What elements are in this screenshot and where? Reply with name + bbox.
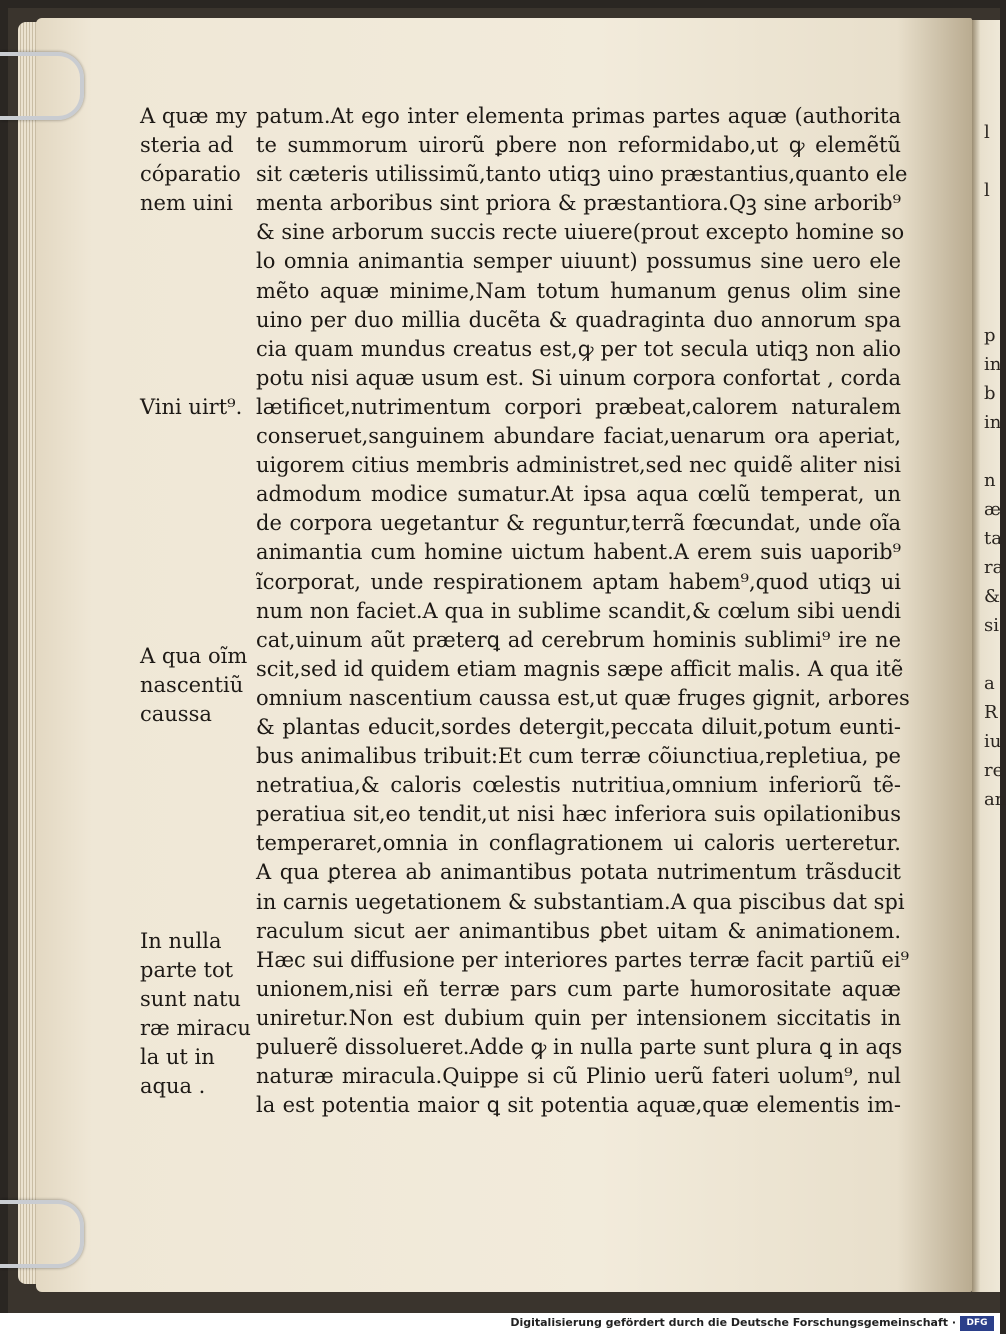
text-line: scit,sed id quidem etiam magnis sæpe afficit malis. A qua itẽ [256, 656, 904, 681]
text-line: de corpora uegetantur & reguntur,terrã fœcundat, unde oĩa [256, 511, 901, 536]
margin-note-line: cóparatio [140, 162, 241, 186]
text-line: peratiua sit,eo tendit,ut nisi hæc inferiora suis opilationibus [256, 802, 901, 827]
text-line: netratiua,& caloris cœlestis nutritiua,omnium inferiorũ tẽ- [256, 773, 901, 798]
text-line: potu nisi aquæ usum est. Si uinum corpora confortat , corda [256, 365, 901, 390]
margin-note-line: A quæ my [140, 104, 247, 128]
text-line: te summorum uirorũ ꝑbere non reformidabo,ut ꝙ elemẽtũ [256, 133, 901, 158]
margin-note-line: A qua oĩm [140, 644, 248, 668]
facing-page-fragment: R [984, 702, 998, 723]
text-line: admodum modice sumatur.At ipsa aqua cœlũ temperat, un [256, 482, 901, 507]
facing-page-fragment [984, 843, 1000, 872]
facing-page-fragment [984, 814, 1000, 843]
facing-page-fragment [984, 147, 1000, 176]
text-line: A qua ꝑterea ab animantibus potata nutrimentum trãsducit [256, 860, 901, 885]
text-line: & sine arborum succis recte uiuere(prout excepto homine so [256, 220, 905, 245]
facing-page-fragment: b [984, 383, 996, 404]
text-line: animantia cum homine uictum habent.A erem suis uaporib⁹ [256, 540, 901, 565]
margin-note-line: sunt natu [140, 987, 241, 1011]
text-line: menta arboribus sint priora & præstantiora.Qꝫ sine arborib⁹ [256, 191, 901, 216]
footer-bar [0, 1313, 1000, 1334]
facing-page-fragment [984, 205, 1000, 234]
text-line: uino per duo millia ducẽta & quadraginta duo annorum spa [256, 307, 901, 332]
margin-note-line: ræ miracu [140, 1016, 251, 1040]
facing-page-fragment: l [984, 180, 990, 201]
page-clip-top [0, 52, 84, 120]
margin-note-line: la ut in [140, 1045, 215, 1069]
facing-page-fragment: re [984, 760, 1004, 781]
facing-page-fragment: si [984, 615, 999, 636]
facing-page-fragment: a [984, 673, 995, 694]
facing-page-fragment [984, 263, 1000, 292]
footer-credit: Digitalisierung gefördert durch die Deutsche Forschungsgemeinschaft · [510, 1316, 956, 1329]
facing-page-fragment [984, 89, 1000, 118]
facing-page-fragment: æ [984, 499, 1001, 520]
text-line: lo omnia animantia semper uiuunt) possumus sine uero ele [256, 249, 901, 274]
facing-page-fragment: l [984, 122, 990, 143]
text-line: temperaret,omnia in conflagrationem ui caloris uerteretur. [256, 831, 901, 856]
note-aquae-mysteria [140, 102, 247, 218]
facing-page-fragment: in [984, 354, 1002, 375]
text-line: ĩcorporat, unde respirationem aptam habem⁹,quod utiqꝫ ui [256, 569, 901, 594]
text-line: naturæ miracula.Quippe si cũ Plinio uerũ fateri uolum⁹, nul [256, 1064, 901, 1089]
text-line: uniretur.Non est dubium quin per intensionem siccitatis in [256, 1005, 901, 1030]
text-line: raculum sicut aer animantibus ꝑbet uitam & animationem. [256, 918, 901, 943]
dfg-logo: DFG [960, 1316, 994, 1331]
margin-note-line: nascentiũ [140, 673, 244, 697]
text-line: sit cæteris utilissimũ,tanto utiqꝫ uino præstantius,quanto ele [256, 162, 908, 187]
text-line: puluerẽ dissolueret.Adde ꝙ in nulla parte sunt plura ꝗ in aqs [256, 1035, 903, 1059]
text-line: cat,uinum aũt præterꝗ ad cerebrum hominis sublimi⁹ ire ne [256, 627, 901, 652]
text-line: num non faciet.A qua in sublime scandit,& cœlum sibi uendi [256, 598, 901, 623]
text-line: & plantas educit,sordes detergit,peccata diluit,potum eunti- [256, 714, 901, 739]
margin-note-line: aqua . [140, 1074, 206, 1098]
note-aqua-causa [140, 642, 247, 729]
facing-page-fragment [984, 640, 1000, 669]
facing-page-fragment [984, 292, 1000, 321]
facing-page-fragment [984, 234, 1000, 263]
margin-note-line: In nulla [140, 929, 222, 953]
facing-page-fragment: an [984, 789, 1006, 810]
margin-note-line: parte tot [140, 958, 234, 982]
page-clip-bottom [0, 1200, 84, 1268]
text-line: la est potentia maior ꝗ sit potentia aquæ,quæ elementis im- [256, 1093, 901, 1118]
note-vini-virtus [140, 393, 242, 422]
text-line: patum.At ego inter elementa primas partes aquæ (authorita [256, 104, 901, 128]
margin-note-line: steria ad [140, 133, 234, 157]
facing-page-fragment: & [984, 586, 1001, 607]
facing-page-fragment: n [984, 470, 996, 491]
text-line: lætificet,nutrimentum corpori præbeat,calorem naturalem [256, 394, 901, 419]
text-line: omnium nascentium caussa est,ut quæ fruges gignit, arbores [256, 685, 910, 710]
text-line: mẽto aquæ minime,Nam totum humanum genus olim sine [256, 278, 901, 303]
facing-page-fragment: ra [984, 557, 1004, 578]
main-text-block [256, 102, 910, 1120]
facing-page-fragment: p [984, 325, 996, 346]
margin-note-line: caussa [140, 702, 212, 726]
text-line: conseruet,sanguinem abundare faciat,uenarum ora aperiat, [256, 424, 901, 449]
margin-note-line: Vini uirt⁹. [140, 395, 243, 419]
margin-note-line: nem uini [140, 191, 234, 215]
text-line: bus animalibus tribuit:Et cum terræ cõiunctiua,repletiua, pe [256, 744, 901, 769]
text-line: in carnis uegetationem & substantiam.A qua piscibus dat spi [256, 889, 905, 914]
text-line: Hæc sui diffusione per interiores partes terræ facit partiũ ei⁹ [256, 947, 910, 972]
facing-page-fragment [984, 60, 1000, 89]
note-miracula [140, 927, 251, 1101]
facing-page-text [984, 60, 1006, 872]
facing-page-fragment: iu [984, 731, 1002, 752]
text-line: uigorem citius membris administret,sed nec quidẽ aliter nisi [256, 453, 901, 478]
facing-page-fragment: ta [984, 528, 1002, 549]
facing-page-fragment: in [984, 412, 1002, 433]
text-line: cia quam mundus creatus est,ꝙ per tot secula utiqꝫ non alio [256, 336, 901, 361]
text-line: unionem,nisi eñ terræ pars cum parte humorositate aquæ [256, 976, 901, 1001]
facing-page-fragment [984, 437, 1000, 466]
